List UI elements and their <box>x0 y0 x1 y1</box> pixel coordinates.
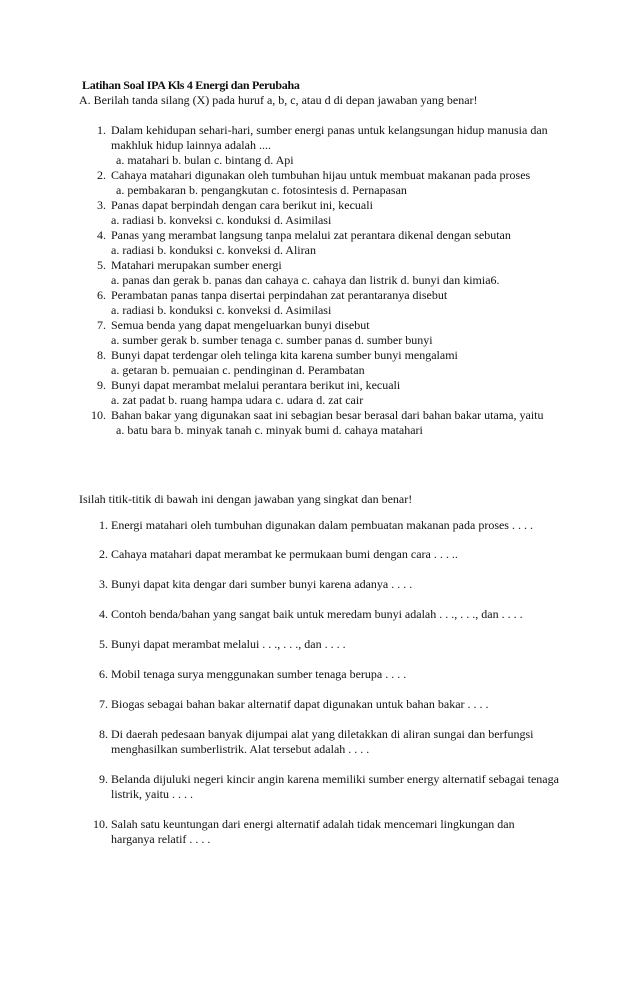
question-number: 8. <box>97 348 106 362</box>
section-a-instruction: A. Berilah tanda silang (X) pada huruf a, b, c, atau d di depan jawaban yang benar! <box>79 93 478 107</box>
question-text: Bunyi dapat merambat melalui perantara berikut ini, kecuali <box>111 378 401 392</box>
question-number: 8. <box>99 727 108 741</box>
question-text: Biogas sebagai bahan bakar alternatif dapat digunakan untuk bahan bakar . . . . <box>111 697 489 711</box>
question-a-3 <box>0 198 561 228</box>
question-number: 4. <box>99 607 108 621</box>
question-text: Bunyi dapat merambat melalui . . ., . . ., dan . . . . <box>111 637 346 651</box>
question-text: Energi matahari oleh tumbuhan digunakan dalam pembuatan makanan pada proses . . . . <box>111 518 533 532</box>
question-options: a. pembakaran b. pengangkutan c. fotosintesis d. Pernapasan <box>116 183 407 197</box>
question-number: 7. <box>99 697 108 711</box>
section-b-instruction: Isilah titik-titik di bawah ini dengan jawaban yang singkat dan benar! <box>79 492 413 506</box>
question-text: Perambatan panas tanpa disertai perpindahan zat perantaranya disebut <box>111 288 448 302</box>
question-number: 6. <box>97 288 106 302</box>
question-a-5 <box>0 258 561 288</box>
question-number: 1. <box>97 123 106 137</box>
question-number: 5. <box>97 258 106 272</box>
question-text: Semua benda yang dapat mengeluarkan bunyi disebut <box>111 318 370 332</box>
question-number: 1. <box>99 518 108 532</box>
question-number: 9. <box>97 378 106 392</box>
question-number: 3. <box>97 198 106 212</box>
question-a-1 <box>0 123 561 168</box>
question-text: Di daerah pedesaan banyak dijumpai alat yang diletakkan di aliran sungai dan berfungsi menghasilkan sumberlistrik. Alat tersebut adalah . . . . <box>111 727 534 756</box>
question-number: 5. <box>99 637 108 651</box>
question-a-4 <box>0 228 561 258</box>
question-a-6 <box>0 288 561 318</box>
question-text: Bunyi dapat kita dengar dari sumber bunyi karena adanya . . . . <box>111 577 413 591</box>
question-options: a. radiasi b. konduksi c. konveksi d. Aliran <box>111 243 316 257</box>
question-text: Panas yang merambat langsung tanpa melalui zat perantara dikenal dengan sebutan <box>111 228 511 242</box>
section-b-question-list <box>0 518 638 862</box>
question-number: 6. <box>99 667 108 681</box>
question-number: 9. <box>99 772 108 786</box>
question-text: Belanda dijuluki negeri kincir angin karena memiliki sumber energy alternatif sebagai tenaga listrik, yaitu . . . . <box>111 772 559 801</box>
question-text: Matahari merupakan sumber energi <box>111 258 282 272</box>
question-b-4 <box>0 607 561 622</box>
question-options: a. radiasi b. konduksi c. konveksi d. Asimilasi <box>111 303 332 317</box>
question-b-10 <box>0 817 561 847</box>
question-text: Dalam kehidupan sehari-hari, sumber energi panas untuk kelangsungan hidup manusia dan makhluk hidup lainnya adalah .... <box>111 123 548 152</box>
question-b-2 <box>0 547 561 562</box>
question-b-3 <box>0 577 561 592</box>
question-text: Salah satu keuntungan dari energi alternatif adalah tidak mencemari lingkungan dan harganya relatif . . . . <box>111 817 515 846</box>
question-text: Bunyi dapat terdengar oleh telinga kita karena sumber bunyi mengalami <box>111 348 458 362</box>
question-number: 3. <box>99 577 108 591</box>
question-b-8 <box>0 727 561 757</box>
question-text: Contoh benda/bahan yang sangat baik untuk meredam bunyi adalah . . ., . . ., dan . . . . <box>111 607 523 621</box>
question-text: Panas dapat berpindah dengan cara berikut ini, kecuali <box>111 198 373 212</box>
question-options: a. matahari b. bulan c. bintang d. Api <box>116 153 294 167</box>
page-title: Latihan Soal IPA Kls 4 Energi dan Perubaha <box>82 78 300 92</box>
question-number: 7. <box>97 318 106 332</box>
question-a-9 <box>0 378 561 408</box>
question-number: 4. <box>97 228 106 242</box>
question-number: 2. <box>99 547 108 561</box>
section-a-question-list <box>0 123 638 438</box>
question-text: Bahan bakar yang digunakan saat ini sebagian besar berasal dari bahan bakar utama, yaitu <box>111 408 544 422</box>
question-a-10 <box>0 408 561 438</box>
question-number: 2. <box>97 168 106 182</box>
question-b-1 <box>0 518 561 533</box>
question-b-7 <box>0 697 561 712</box>
question-b-9 <box>0 772 561 802</box>
question-text: Cahaya matahari dapat merambat ke permukaan bumi dengan cara . . . .. <box>111 547 458 561</box>
question-text: Cahaya matahari digunakan oleh tumbuhan hijau untuk membuat makanan pada proses <box>111 168 531 182</box>
question-a-7 <box>0 318 561 348</box>
question-a-8 <box>0 348 561 378</box>
question-options: a. zat padat b. ruang hampa udara c. udara d. zat cair <box>111 393 364 407</box>
question-number: 10. <box>91 408 106 422</box>
question-options: a. batu bara b. minyak tanah c. minyak bumi d. cahaya matahari <box>116 423 423 437</box>
question-number: 10. <box>93 817 108 831</box>
question-options: a. sumber gerak b. sumber tenaga c. sumber panas d. sumber bunyi <box>111 333 433 347</box>
question-b-6 <box>0 667 561 682</box>
question-options: a. panas dan gerak b. panas dan cahaya c. cahaya dan listrik d. bunyi dan kimia6. <box>111 273 500 287</box>
question-options: a. radiasi b. konveksi c. konduksi d. Asimilasi <box>111 213 332 227</box>
question-text: Mobil tenaga surya menggunakan sumber tenaga berupa . . . . <box>111 667 407 681</box>
question-options: a. getaran b. pemuaian c. pendinginan d. Perambatan <box>111 363 365 377</box>
question-a-2 <box>0 168 561 198</box>
question-b-5 <box>0 637 561 652</box>
